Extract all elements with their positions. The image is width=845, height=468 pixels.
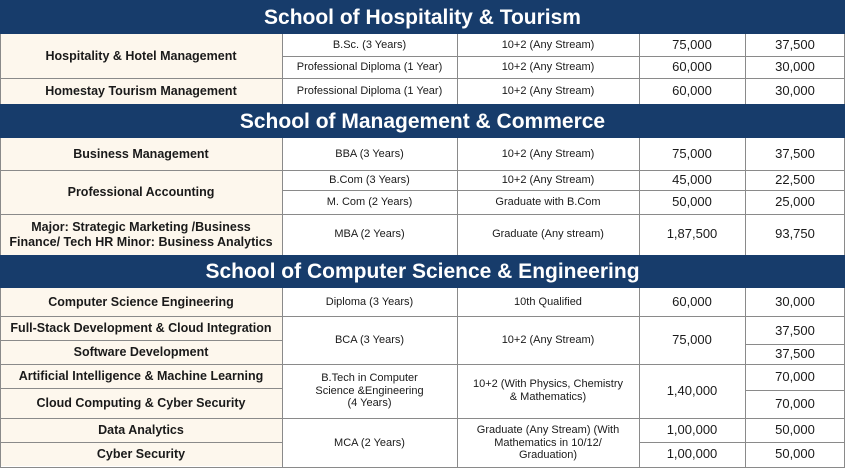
eligibility-cell: Graduate (Any stream) [492, 228, 604, 241]
program-name: Homestay Tourism Management [0, 78, 282, 104]
program-name: Data Analytics [0, 418, 282, 442]
grid-line [0, 214, 845, 215]
section-header-computer-science: School of Computer Science & Engineering [0, 255, 845, 288]
program-name: Professional Accounting [0, 170, 282, 214]
grid-line [745, 390, 845, 391]
program-name: Hospitality & Hotel Management [0, 34, 282, 78]
half-fee-cell: 37,500 [775, 145, 815, 161]
eligibility-cell: 10+2 (Any Stream) [501, 173, 595, 186]
half-fee-cell: 50,000 [775, 421, 815, 437]
grid-line [0, 170, 845, 171]
course-cell: Professional Diploma (1 Year) [296, 60, 443, 73]
grid-line [745, 138, 746, 255]
half-fee-cell: 30,000 [775, 293, 815, 309]
program-name: Software Development [0, 340, 282, 364]
course-cell: BCA (3 Years) [334, 333, 405, 346]
half-fee-cell: 37,500 [775, 36, 815, 52]
grid-line [0, 340, 282, 341]
grid-line [282, 56, 845, 57]
eligibility-cell: Graduate with B.Com [495, 195, 601, 208]
grid-line [282, 190, 845, 191]
program-name-mba: Major: Strategic Marketing /Business Finance/ Tech HR Minor: Business Analytics [0, 214, 282, 255]
half-fee-cell: 70,000 [775, 368, 815, 384]
section-header-management: School of Management & Commerce [0, 104, 845, 138]
program-name: Full-Stack Development & Cloud Integration [0, 316, 282, 340]
grid-line [0, 388, 282, 389]
fee-cell: 75,000 [672, 145, 712, 161]
half-fee-cell: 30,000 [775, 82, 815, 98]
course-cell: M. Com (2 Years) [326, 195, 413, 208]
course-cell: B.Com (3 Years) [329, 173, 410, 186]
grid-line [0, 34, 1, 104]
eligibility-cell: 10+2 (Any Stream) [501, 333, 595, 346]
fee-cell: 60,000 [672, 293, 712, 309]
course-cell: Diploma (3 Years) [325, 295, 414, 308]
program-name: Artificial Intelligence & Machine Learning [0, 364, 282, 388]
course-cell: BBA (3 Years) [335, 147, 404, 160]
grid-line [639, 138, 640, 255]
grid-line [0, 138, 1, 255]
program-name: Cloud Computing & Cyber Security [0, 388, 282, 418]
program-name: Computer Science Engineering [0, 288, 282, 316]
fee-cell: 1,87,500 [666, 226, 718, 242]
fee-cell: 1,00,000 [666, 421, 718, 437]
grid-line [639, 34, 640, 104]
grid-line [0, 418, 845, 419]
grid-line [639, 442, 845, 443]
course-cell: Professional Diploma (1 Year) [296, 84, 443, 97]
eligibility-cell: 10+2 (Any Stream) [501, 60, 595, 73]
grid-line [745, 288, 746, 468]
grid-line [457, 288, 458, 468]
course-cell-btech: B.Tech in Computer Science &Engineering (4 Years) [315, 372, 424, 410]
grid-line [457, 138, 458, 255]
fee-cell: 45,000 [672, 171, 712, 187]
half-fee-cell: 30,000 [775, 58, 815, 74]
grid-line [745, 344, 845, 345]
grid-line [282, 288, 283, 468]
grid-line [0, 78, 845, 79]
course-cell: MCA (2 Years) [334, 436, 405, 449]
fee-cell: 60,000 [672, 58, 712, 74]
eligibility-cell: 10+2 (Any Stream) [501, 147, 595, 160]
section-header-hospitality: School of Hospitality & Tourism [0, 0, 845, 34]
grid-line [0, 364, 845, 365]
grid-line [0, 288, 1, 468]
eligibility-cell: 10+2 (Any Stream) [501, 84, 595, 97]
fee-cell: 1,40,000 [666, 382, 718, 398]
course-cell: B.Sc. (3 Years) [332, 38, 407, 51]
course-cell: MBA (2 Years) [334, 228, 405, 241]
grid-line [282, 34, 283, 104]
grid-line [282, 138, 283, 255]
half-fee-cell: 50,000 [775, 445, 815, 461]
half-fee-cell: 93,750 [775, 226, 815, 242]
eligibility-cell-btech: 10+2 (With Physics, Chemistry & Mathematics) [472, 378, 624, 403]
program-name: Cyber Security [0, 442, 282, 466]
grid-line [457, 34, 458, 104]
half-fee-cell: 22,500 [775, 171, 815, 187]
grid-line [0, 442, 282, 443]
eligibility-cell: 10+2 (Any Stream) [501, 38, 595, 51]
eligibility-cell: 10th Qualified [514, 295, 582, 308]
grid-line [745, 34, 746, 104]
fee-cell: 75,000 [672, 36, 712, 52]
grid-line [639, 288, 640, 468]
program-name: Business Management [0, 138, 282, 170]
eligibility-cell-mca: Graduate (Any Stream) (With Mathematics in 10/12/ Graduation) [476, 424, 620, 462]
fee-cell: 1,00,000 [666, 445, 718, 461]
fee-cell: 50,000 [672, 193, 712, 209]
fee-cell: 60,000 [672, 82, 712, 98]
grid-line [0, 316, 845, 317]
half-fee-cell: 70,000 [775, 395, 815, 411]
half-fee-cell: 37,500 [775, 322, 815, 338]
fee-cell: 75,000 [672, 331, 712, 347]
half-fee-cell: 37,500 [775, 345, 815, 361]
half-fee-cell: 25,000 [775, 193, 815, 209]
